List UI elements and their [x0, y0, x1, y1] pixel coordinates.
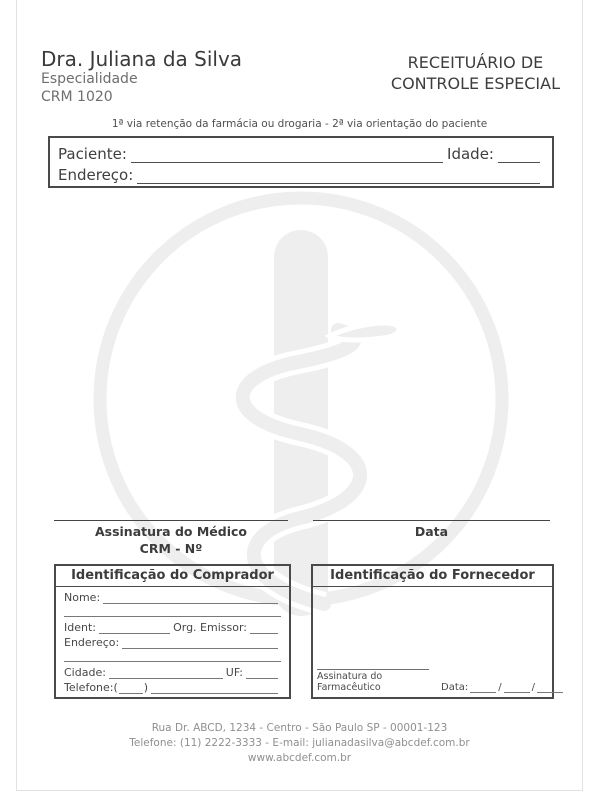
uf-label: UF:	[225, 666, 243, 679]
telefone-paren-close: )	[143, 681, 149, 694]
cidade-blank-line	[109, 668, 223, 679]
endereco-blank-line	[137, 170, 540, 184]
endereco-label: Endereço:	[58, 166, 134, 184]
via-note: 1ª via retenção da farmácia ou drogaria - 2ª via orientação do paciente	[111, 118, 488, 130]
endereco-continuation-line	[64, 649, 281, 662]
org-emissor-blank-line	[250, 623, 278, 634]
medico-signature-block	[54, 520, 288, 558]
nome-row	[64, 589, 281, 604]
farmaceutico-signature-line	[317, 660, 429, 670]
assinatura-medico-label: Assinatura do Médico	[94, 524, 248, 539]
data-separator-1: /	[498, 682, 502, 693]
nome-label: Nome:	[64, 591, 101, 604]
ident-row	[64, 619, 281, 634]
footer-contact: Telefone: (11) 2222-3333 - E-mail: julianadasilva@abcdef.com.br	[129, 737, 470, 750]
footer	[17, 721, 582, 767]
ident-label: Ident:	[64, 621, 96, 634]
fornecedor-body	[313, 587, 552, 696]
prescription-page	[16, 0, 583, 791]
fornecedor-data-label: Data:	[441, 682, 469, 693]
doctor-specialty: Especialidade	[41, 71, 138, 87]
nome-continuation-line	[64, 604, 281, 617]
endereco-comprador-row	[64, 634, 281, 649]
cidade-row	[64, 664, 281, 679]
idade-label: Idade:	[447, 145, 494, 163]
assinatura-farmaceutico-label: Assinatura do Farmacêutico	[317, 671, 383, 693]
data-label: Data	[414, 524, 449, 539]
footer-website: www.abcdef.com.br	[247, 752, 352, 765]
farmaceutico-row	[317, 660, 548, 693]
endereco-comprador-label: Endereço:	[64, 636, 120, 649]
data-separator-2: /	[531, 682, 535, 693]
paciente-blank-line	[131, 149, 443, 163]
data-day-blank-line	[470, 683, 496, 693]
fornecedor-box	[311, 564, 554, 699]
data-signature-block	[313, 520, 550, 541]
header	[41, 48, 560, 106]
telefone-blank-line	[151, 683, 278, 694]
comprador-box	[54, 564, 291, 699]
comprador-title: Identificação do Comprador	[56, 566, 289, 587]
data-year-blank-line	[537, 683, 563, 693]
form-title-line1: RECEITUÁRIO DE	[407, 53, 544, 72]
farmaceutico-signature	[317, 660, 429, 693]
org-emissor-label: Org. Emissor:	[173, 621, 247, 634]
telefone-paren-open: (	[113, 681, 118, 694]
data-month-blank-line	[504, 683, 530, 693]
cidade-label: Cidade:	[64, 666, 106, 679]
page-content	[17, 0, 582, 790]
doctor-info	[41, 48, 242, 106]
uf-blank-line	[246, 668, 278, 679]
fornecedor-title: Identificação do Fornecedor	[313, 566, 552, 587]
doctor-crm: CRM 1020	[41, 88, 113, 105]
idade-blank-line	[498, 149, 540, 163]
comprador-fields	[56, 587, 289, 698]
crm-numero-label: CRM - Nº	[139, 540, 203, 556]
footer-address: Rua Dr. ABCD, 1234 - Centro - São Paulo SP - 00001-123	[151, 722, 448, 734]
ident-blank-line	[99, 623, 170, 634]
telefone-row	[64, 679, 281, 694]
paciente-label: Paciente:	[58, 145, 127, 163]
endereco-comprador-blank-line	[122, 638, 278, 649]
fornecedor-data-row	[441, 682, 565, 693]
form-title-line2: CONTROLE ESPECIAL	[390, 73, 560, 93]
ddd-blank-line	[119, 683, 143, 694]
doctor-name: Dra. Juliana da Silva	[41, 47, 243, 71]
nome-blank-line	[103, 593, 278, 604]
form-title	[391, 53, 560, 95]
telefone-label: Telefone:	[64, 681, 114, 694]
patient-row	[58, 142, 544, 163]
patient-box	[48, 136, 554, 188]
address-row	[58, 163, 544, 184]
